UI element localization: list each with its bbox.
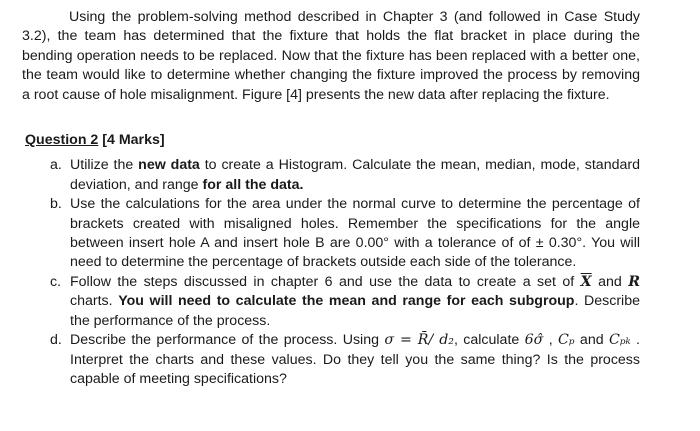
item-b	[22, 195, 640, 273]
item-c-text-4: . Describe the performance of the process.	[70, 293, 640, 329]
item-c-marker: c.	[50, 273, 62, 290]
item-d	[22, 331, 640, 389]
item-d-text-2: , calculate	[453, 332, 525, 349]
item-d-marker: d.	[50, 332, 62, 349]
item-c-text-1: Follow the steps discussed in chapter 6 and use the data to create a set of	[70, 273, 581, 290]
item-d-text-4: and	[574, 332, 609, 349]
item-c	[22, 273, 640, 331]
sigma-formula: σ = R̄/ d₂	[384, 332, 454, 349]
item-c-bold: You will need to calculate the mean and range for each subgroup	[118, 293, 575, 310]
item-b-text: Use the calculations for the area under the normal curve to determine the percentage of brackets created with misaligned holes. Remember the specifications for the angle between insert hole A and insert hole B are 0.00° with a tolerance of of ± 0.30°. You will need to determine the percentage of brackets outside each side of the tolerance.	[70, 196, 640, 271]
item-a-bold-2: for all the data.	[202, 176, 304, 193]
question-title: Question 2	[25, 132, 99, 149]
question-marks: [4 Marks]	[102, 132, 165, 149]
item-a	[22, 156, 640, 195]
item-a-text-2: to create a Histogram. Calculate the mean, median, mode, standard deviation, and range	[70, 157, 640, 193]
question-heading	[25, 131, 640, 150]
item-b-marker: b.	[50, 196, 62, 213]
cp-symbol: Cₚ	[558, 332, 575, 349]
r-symbol: R	[628, 273, 640, 290]
intro-paragraph: Using the problem-solving method described in Chapter 3 (and followed in Case Study 3.2), the team has determined that the fixture that holds the flat bracket in place during the bending operation needs to be replaced. Now that the fixture has been replaced with a better one, the team would like to determine whether changing the fixture improved the process by removing a root cause of hole misalignment. Figure [4] presents the new data after replacing the fixture.	[22, 9, 640, 103]
item-a-marker: a.	[50, 157, 62, 174]
item-c-text-3: charts.	[70, 293, 119, 310]
cpk-symbol: Cₚₖ	[608, 332, 631, 349]
item-a-text-1: Utilize the	[70, 157, 139, 174]
question-items	[22, 156, 640, 389]
item-c-text-2: and	[591, 273, 629, 290]
item-a-bold-1: new data	[138, 157, 200, 174]
xbar-symbol: $\overline{X}$	[580, 273, 592, 290]
item-d-text-5: . Interpret the charts and these values. Do they tell you the same thing? Is the process capable of meeting specifications?	[70, 332, 640, 387]
item-d-text-3: ,	[543, 332, 559, 349]
item-d-text-1: Describe the performance of the process. Using	[70, 332, 385, 349]
six-sigma-hat: 6σ̂	[524, 332, 544, 349]
